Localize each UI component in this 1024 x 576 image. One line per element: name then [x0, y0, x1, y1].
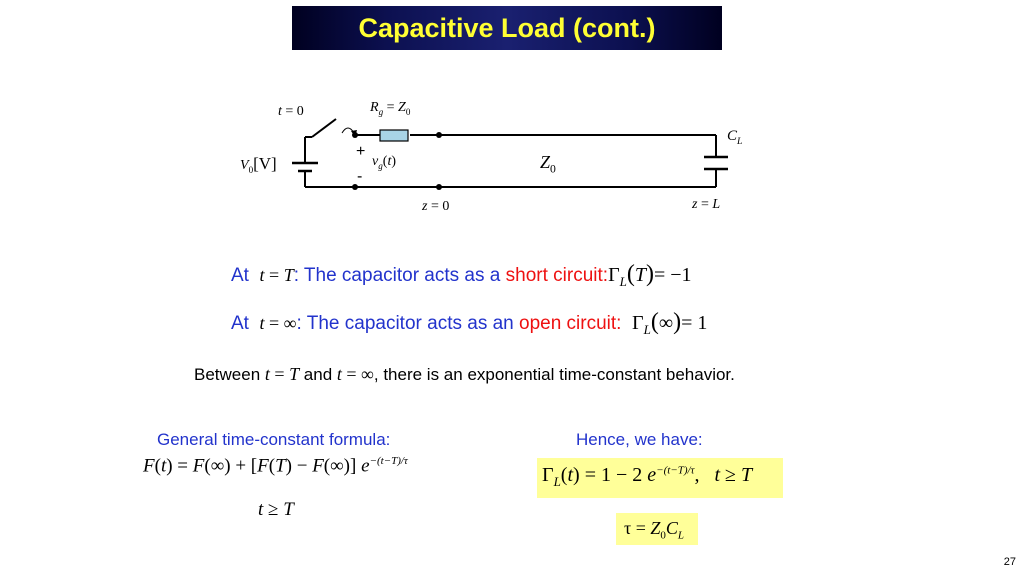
condition-t-equals-T: t = T	[259, 265, 294, 285]
statement-short-circuit: At t = T: The capacitor acts as a short $circuit:\Gamma_L(T)= -1$	[231, 261, 692, 289]
zL-label: z = L	[692, 197, 721, 212]
result-formula: $\Gamma_L(t) = 1 - 2$ $e^{-(t-T)/\tau}$, t ≥ T	[542, 464, 753, 489]
terminal-top-left	[352, 132, 358, 138]
tau-formula: $\tau = Z_0C_L$	[624, 518, 685, 542]
line-impedance-label: $Z_0$	[540, 152, 556, 176]
slide-title: Capacitive Load (cont.)	[358, 12, 656, 43]
title-bar	[292, 6, 722, 50]
open-circuit-label: open circuit:	[519, 313, 622, 334]
statement-open-circuit: At t = ∞: The capacitor acts as an open circuit: $\Gamma_L(\infty)= 1$	[231, 309, 708, 337]
z0-label: z = 0	[422, 199, 450, 214]
general-condition: t ≥ T	[258, 499, 294, 520]
terminal-bottom-z0	[436, 184, 442, 190]
gamma-T-expression: $\Gamma_L(T)= -1$	[608, 261, 692, 289]
terminal-top-z0	[436, 132, 442, 138]
between-sentence: Between t = T and t = ∞, there is an exponential time-constant behavior.	[194, 364, 735, 384]
gamma-infinity-expression: $\Gamma_L(\infty)= 1$	[632, 309, 708, 337]
general-formula: F(t) = F(∞) + [F(T) − F(∞)] $e^{-(t-T)/\tau}$	[143, 455, 408, 477]
condition-t-infinity: t = ∞	[259, 313, 297, 333]
capacitor-label: $C_L$	[727, 128, 743, 147]
vg-label: $v_g(t)$	[372, 154, 396, 171]
source-label: $V_0[V]$	[240, 154, 277, 175]
general-formula-label: General time-constant formula:	[157, 430, 391, 449]
resistor-rg	[380, 130, 408, 141]
page-number: 27	[1003, 556, 1016, 568]
circuit-diagram	[230, 95, 760, 225]
plus-sign: +	[356, 143, 366, 160]
switch-blade	[312, 119, 336, 137]
result-label: Hence, we have:	[576, 430, 703, 449]
minus-sign: -	[357, 168, 363, 185]
resistor-label: $R_g = Z_0$	[370, 100, 411, 117]
switch-label: t = 0	[278, 104, 304, 119]
short-circuit-label: short circuit:	[505, 265, 609, 286]
